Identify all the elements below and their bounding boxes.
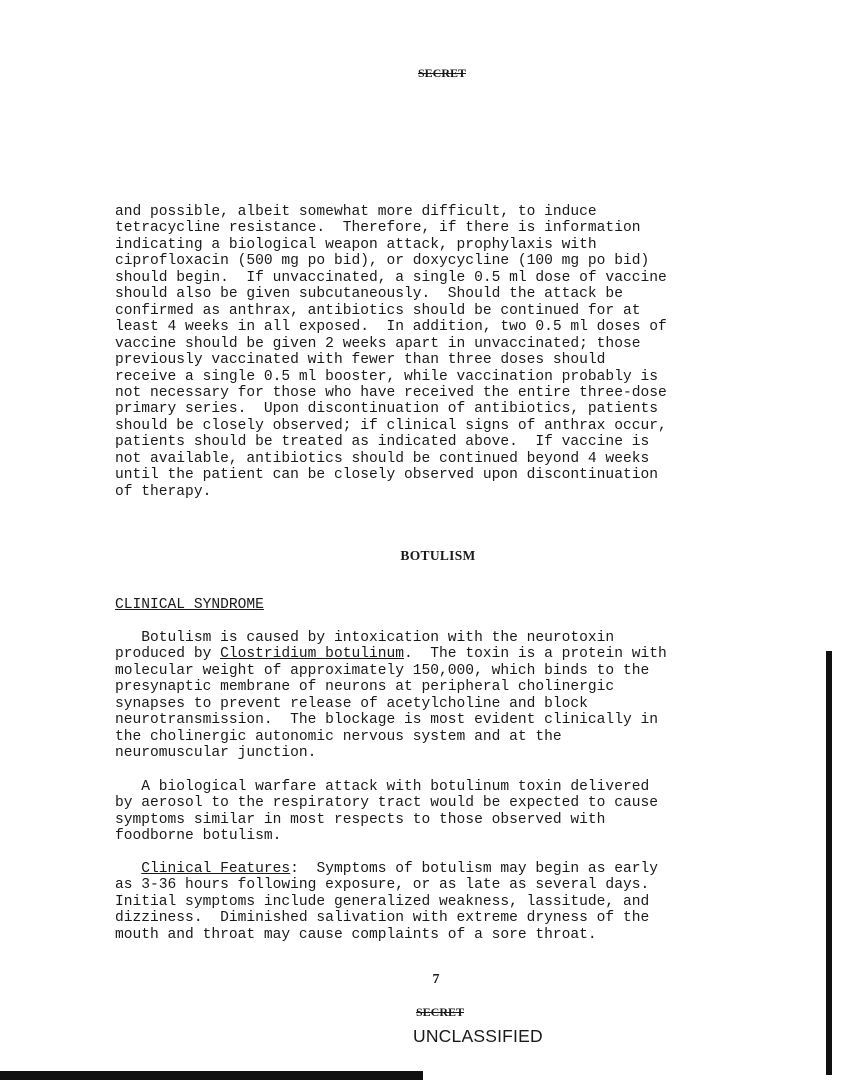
text-line: indicating a biological weapon attack, prophylaxis with (115, 236, 597, 253)
text-line: not necessary for those who have received the entire three-dose (115, 384, 667, 401)
text-line: least 4 weeks in all exposed. In addition, two 0.5 ml doses of (115, 319, 667, 336)
page-number: 7 (432, 972, 440, 987)
text-segment: : Symptoms of botulism may begin as early (290, 861, 658, 877)
text-line: of therapy. (115, 483, 212, 500)
text-line: ciprofloxacin (500 mg po bid), or doxycycline (100 mg po bid) (115, 253, 650, 270)
text-line: should begin. If unvaccinated, a single 0.5 ml dose of vaccine (115, 269, 667, 286)
text-line: synapses to prevent release of acetylcholine and block (115, 695, 588, 712)
text-segment: produced by (115, 646, 221, 663)
text-line: molecular weight of approximately 150,000, which binds to the (115, 662, 650, 679)
text-segment: . The toxin is a protein with (404, 646, 667, 663)
text-line: Initial symptoms include generalized weakness, lassitude, and (115, 893, 650, 910)
text-line: dizziness. Diminished salivation with extreme dryness of the (115, 910, 650, 927)
text-line: and possible, albeit somewhat more difficult, to induce (115, 204, 597, 220)
text-line: neuromuscular junction. (115, 745, 317, 762)
text-line: Botulism is caused by intoxication with the neurotoxin (115, 630, 615, 646)
text-line: by aerosol to the respiratory tract would be expected to cause (115, 795, 658, 812)
section-title: BOTULISM (400, 548, 476, 563)
text-line: should also be given subcutaneously. Should the attack be (115, 286, 623, 303)
text-line: as 3-36 hours following exposure, or as late as several days. (115, 877, 650, 894)
intro-paragraph (115, 204, 765, 500)
text-line: the cholinergic autonomic nervous system and at the (115, 728, 562, 745)
classification-mark-bottom: SECRET (415, 1005, 465, 1019)
paragraph-aerosol-attack (115, 779, 658, 845)
text-line: foodborne botulism. (115, 828, 282, 845)
text-line: until the patient can be closely observed upon discontinuation (115, 467, 658, 484)
scan-edge-bar-right (826, 651, 832, 1075)
run-in-heading: Clinical Features (141, 861, 291, 877)
text-line: symptoms similar in most respects to those observed with (115, 811, 606, 828)
text-line: primary series. Upon discontinuation of antibiotics, patients (115, 401, 658, 418)
classification-mark-top: SECRET (417, 66, 467, 80)
text-line: A biological warfare attack with botulinum toxin delivered (115, 779, 650, 795)
text-line: vaccine should be given 2 weeks apart in unvaccinated; those (115, 335, 641, 352)
paragraph-botulism-cause (115, 630, 667, 762)
text-line: neurotransmission. The blockage is most evident clinically in (115, 712, 658, 729)
text-line: not available, antibiotics should be continued beyond 4 weeks (115, 450, 650, 467)
text-line: mouth and throat may cause complaints of a sore throat. (115, 926, 597, 943)
text-line: should be closely observed; if clinical signs of anthrax occur, (115, 417, 667, 434)
text-line: presynaptic membrane of neurons at peripheral cholinergic (115, 679, 615, 696)
text-segment (115, 861, 141, 877)
text-line: patients should be treated as indicated above. If vaccine is (115, 434, 650, 451)
paragraph-clinical-features (115, 861, 658, 943)
scan-edge-bar-bottom (0, 1071, 423, 1080)
subheading: CLINICAL SYNDROME (115, 597, 264, 613)
organism-name: Clostridium botulinum (220, 646, 405, 663)
text-line: tetracycline resistance. Therefore, if there is information (115, 220, 641, 237)
text-line: confirmed as anthrax, antibiotics should be continued for at (115, 302, 641, 319)
text-line: previously vaccinated with fewer than three doses should (115, 352, 606, 369)
text-line (115, 861, 658, 877)
text-line (115, 646, 667, 662)
text-line: receive a single 0.5 ml booster, while vaccination probably is (115, 368, 658, 385)
unclassified-stamp: UNCLASSIFIED (413, 1026, 543, 1046)
